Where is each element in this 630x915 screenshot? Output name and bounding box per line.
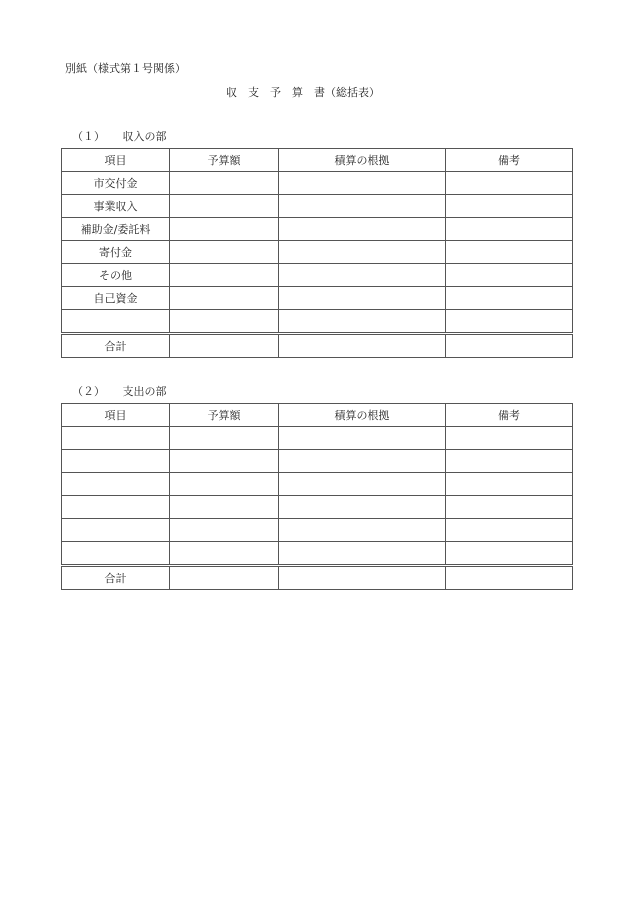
income-header-basis: 積算の根拠	[279, 149, 446, 172]
expense-basis-cell[interactable]	[279, 519, 446, 542]
expense-header-basis: 積算の根拠	[279, 404, 446, 427]
income-total-label: 合計	[62, 334, 170, 358]
expense-header-item: 項目	[62, 404, 170, 427]
income-section-number: （１）	[72, 130, 105, 143]
expense-header-remarks: 備考	[446, 404, 573, 427]
expense-total-remarks-cell[interactable]	[446, 566, 573, 590]
expense-item-cell[interactable]	[62, 427, 170, 450]
expense-budget-cell[interactable]	[170, 496, 279, 519]
income-row	[62, 310, 573, 334]
expense-row	[62, 542, 573, 566]
expense-header-row	[62, 404, 573, 427]
expense-row	[62, 473, 573, 496]
income-budget-cell[interactable]	[170, 241, 279, 264]
expense-basis-cell[interactable]	[279, 427, 446, 450]
income-budget-cell[interactable]	[170, 172, 279, 195]
income-section-heading	[72, 130, 167, 144]
expense-remarks-cell[interactable]	[446, 519, 573, 542]
expense-item-cell[interactable]	[62, 473, 170, 496]
income-item-cell: 自己資金	[62, 287, 170, 310]
expense-remarks-cell[interactable]	[446, 496, 573, 519]
income-remarks-cell[interactable]	[446, 218, 573, 241]
income-row	[62, 241, 573, 264]
expense-section-number: （２）	[72, 385, 105, 398]
expense-row	[62, 496, 573, 519]
income-header-item: 項目	[62, 149, 170, 172]
income-remarks-cell[interactable]	[446, 264, 573, 287]
expense-item-cell[interactable]	[62, 519, 170, 542]
income-basis-cell[interactable]	[279, 218, 446, 241]
income-item-cell: その他	[62, 264, 170, 287]
document-title: 収 支 予 算 書（総括表）	[226, 86, 380, 99]
income-remarks-cell[interactable]	[446, 195, 573, 218]
income-budget-cell[interactable]	[170, 195, 279, 218]
income-remarks-cell[interactable]	[446, 172, 573, 195]
income-budget-cell[interactable]	[170, 264, 279, 287]
income-remarks-cell[interactable]	[446, 241, 573, 264]
expense-total-basis-cell[interactable]	[279, 566, 446, 590]
expense-budget-cell[interactable]	[170, 427, 279, 450]
income-row	[62, 287, 573, 310]
expense-basis-cell[interactable]	[279, 542, 446, 566]
expense-total-budget-cell[interactable]	[170, 566, 279, 590]
expense-budget-cell[interactable]	[170, 450, 279, 473]
income-row	[62, 218, 573, 241]
income-total-budget-cell[interactable]	[170, 334, 279, 358]
income-row	[62, 195, 573, 218]
expense-row	[62, 427, 573, 450]
expense-item-cell[interactable]	[62, 450, 170, 473]
expense-item-cell[interactable]	[62, 542, 170, 566]
income-budget-cell[interactable]	[170, 218, 279, 241]
expense-basis-cell[interactable]	[279, 473, 446, 496]
income-item-cell: 寄付金	[62, 241, 170, 264]
income-item-cell: 市交付金	[62, 172, 170, 195]
expense-remarks-cell[interactable]	[446, 427, 573, 450]
income-basis-cell[interactable]	[279, 287, 446, 310]
income-remarks-cell[interactable]	[446, 287, 573, 310]
expense-row	[62, 519, 573, 542]
income-row	[62, 264, 573, 287]
income-basis-cell[interactable]	[279, 264, 446, 287]
expense-row	[62, 450, 573, 473]
income-header-row	[62, 149, 573, 172]
income-basis-cell[interactable]	[279, 172, 446, 195]
expense-total-row	[62, 566, 573, 590]
expense-budget-cell[interactable]	[170, 542, 279, 566]
expense-section-heading	[72, 385, 167, 399]
expense-budget-cell[interactable]	[170, 473, 279, 496]
expense-basis-cell[interactable]	[279, 450, 446, 473]
income-basis-cell[interactable]	[279, 241, 446, 264]
income-budget-cell[interactable]	[170, 287, 279, 310]
expense-total-label: 合計	[62, 566, 170, 590]
income-total-basis-cell[interactable]	[279, 334, 446, 358]
form-reference-note: 別紙（様式第１号関係）	[65, 62, 186, 75]
income-basis-cell[interactable]	[279, 310, 446, 334]
expense-remarks-cell[interactable]	[446, 473, 573, 496]
income-header-budget: 予算額	[170, 149, 279, 172]
income-table	[61, 148, 573, 358]
income-total-remarks-cell[interactable]	[446, 334, 573, 358]
income-item-cell: 補助金/委託料	[62, 218, 170, 241]
income-header-remarks: 備考	[446, 149, 573, 172]
expense-header-budget: 予算額	[170, 404, 279, 427]
expense-item-cell[interactable]	[62, 496, 170, 519]
expense-budget-cell[interactable]	[170, 519, 279, 542]
expense-remarks-cell[interactable]	[446, 450, 573, 473]
expense-table	[61, 403, 573, 590]
income-item-cell[interactable]	[62, 310, 170, 334]
income-basis-cell[interactable]	[279, 195, 446, 218]
expense-remarks-cell[interactable]	[446, 542, 573, 566]
income-remarks-cell[interactable]	[446, 310, 573, 334]
expense-basis-cell[interactable]	[279, 496, 446, 519]
income-total-row	[62, 334, 573, 358]
income-budget-cell[interactable]	[170, 310, 279, 334]
expense-section-label: 支出の部	[122, 385, 167, 398]
income-item-cell: 事業収入	[62, 195, 170, 218]
income-row	[62, 172, 573, 195]
income-section-label: 収入の部	[122, 130, 167, 143]
